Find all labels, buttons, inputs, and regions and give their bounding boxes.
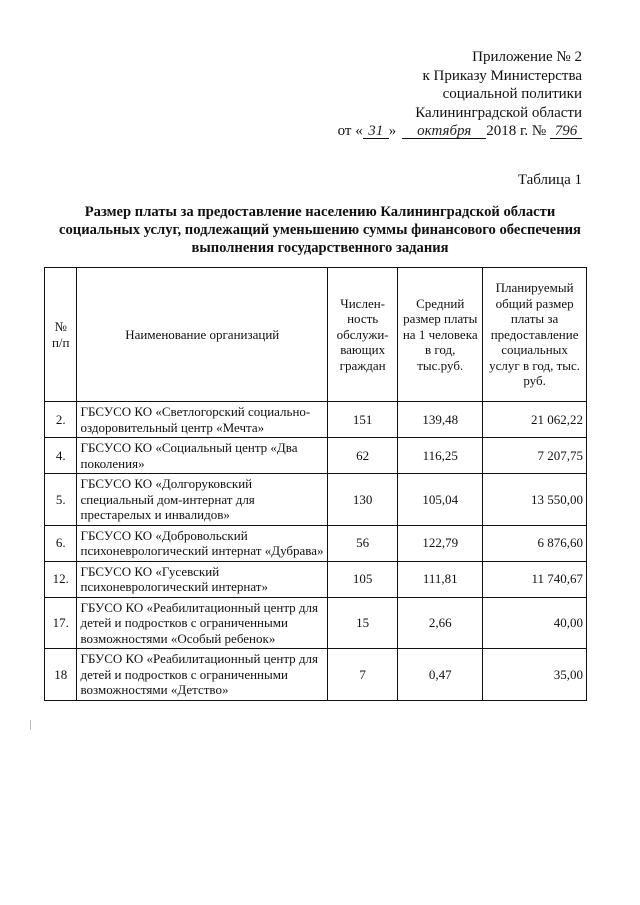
planned-total: 6 876,60 xyxy=(483,525,587,561)
organization-name: ГБСУСО КО «Социальный центр «Два поколения» xyxy=(77,438,328,474)
row-number: 18 xyxy=(45,649,77,701)
served-count: 130 xyxy=(328,474,398,526)
planned-total: 35,00 xyxy=(483,649,587,701)
planned-total: 13 550,00 xyxy=(483,474,587,526)
organization-name: ГБСУСО КО «Светлогорский социально-оздоровительный центр «Мечта» xyxy=(77,402,328,438)
row-number: 12. xyxy=(45,561,77,597)
average-fee: 0,47 xyxy=(398,649,483,701)
date-year: 2018 г. № xyxy=(486,123,547,139)
served-count: 56 xyxy=(328,525,398,561)
organization-name: ГБСУСО КО «Долгоруковский специальный дом-интернат для престарелых и инвалидов» xyxy=(77,474,328,526)
served-count: 7 xyxy=(328,649,398,701)
planned-total: 7 207,75 xyxy=(483,438,587,474)
appendix-label: Приложение № 2 xyxy=(472,49,582,65)
column-header-count: Числен-ность обслужи-вающих граждан xyxy=(328,268,398,402)
table-row xyxy=(45,597,587,649)
table-row xyxy=(45,402,587,438)
organization-name: ГБСУСО КО «Гусевский психоневрологический интернат» xyxy=(77,561,328,597)
table-row xyxy=(45,561,587,597)
handwritten-month: октября xyxy=(402,124,486,139)
order-date-line xyxy=(338,122,582,141)
tariff-table xyxy=(44,267,587,701)
table-row xyxy=(45,525,587,561)
scan-margin-mark xyxy=(30,720,31,730)
table-row xyxy=(45,649,587,701)
served-count: 151 xyxy=(328,402,398,438)
table-header-row xyxy=(45,268,587,402)
date-prefix: от « xyxy=(337,123,363,139)
organization-name: ГБУСО КО «Реабилитационный центр для детей и подростков с ограниченными возможностями «Детство» xyxy=(77,649,328,701)
row-number: 6. xyxy=(45,525,77,561)
average-fee: 139,48 xyxy=(398,402,483,438)
table-row xyxy=(45,438,587,474)
row-number: 2. xyxy=(45,402,77,438)
average-fee: 2,66 xyxy=(398,597,483,649)
table-label: Таблица 1 xyxy=(517,172,582,188)
handwritten-order-number: 796 xyxy=(550,124,582,139)
served-count: 15 xyxy=(328,597,398,649)
column-header-planned-total: Планируемый общий размер платы за предоставление социальных услуг в год, тыс. руб. xyxy=(483,268,587,402)
column-header-name: Наименование организаций xyxy=(77,268,328,402)
planned-total: 21 062,22 xyxy=(483,402,587,438)
planned-total: 40,00 xyxy=(483,597,587,649)
ministry-line: социальной политики xyxy=(442,86,582,102)
average-fee: 111,81 xyxy=(398,561,483,597)
average-fee: 116,25 xyxy=(398,438,483,474)
organization-name: ГБСУСО КО «Добровольский психоневрологический интернат «Дубрава» xyxy=(77,525,328,561)
row-number: 5. xyxy=(45,474,77,526)
average-fee: 122,79 xyxy=(398,525,483,561)
column-header-number: № п/п xyxy=(45,268,77,402)
handwritten-day: 31 xyxy=(363,124,389,139)
organization-name: ГБУСО КО «Реабилитационный центр для детей и подростков с ограниченными возможностями «Особый ребенок» xyxy=(77,597,328,649)
table-row xyxy=(45,474,587,526)
document-title: Размер платы за предоставление населению Калининградской области социальных услуг, подлежащий уменьшению суммы финансового обеспечения выполнения государственного задания xyxy=(59,204,581,256)
order-reference-line: к Приказу Министерства xyxy=(422,67,582,84)
served-count: 62 xyxy=(328,438,398,474)
planned-total: 11 740,67 xyxy=(483,561,587,597)
row-number: 4. xyxy=(45,438,77,474)
document-header xyxy=(338,48,582,141)
column-header-average: Средний размер платы на 1 человека в год, тыс.руб. xyxy=(398,268,483,402)
date-quote-close: » xyxy=(388,123,397,139)
row-number: 17. xyxy=(45,597,77,649)
served-count: 105 xyxy=(328,561,398,597)
region-line: Калининградской области xyxy=(415,104,582,121)
average-fee: 105,04 xyxy=(398,474,483,526)
